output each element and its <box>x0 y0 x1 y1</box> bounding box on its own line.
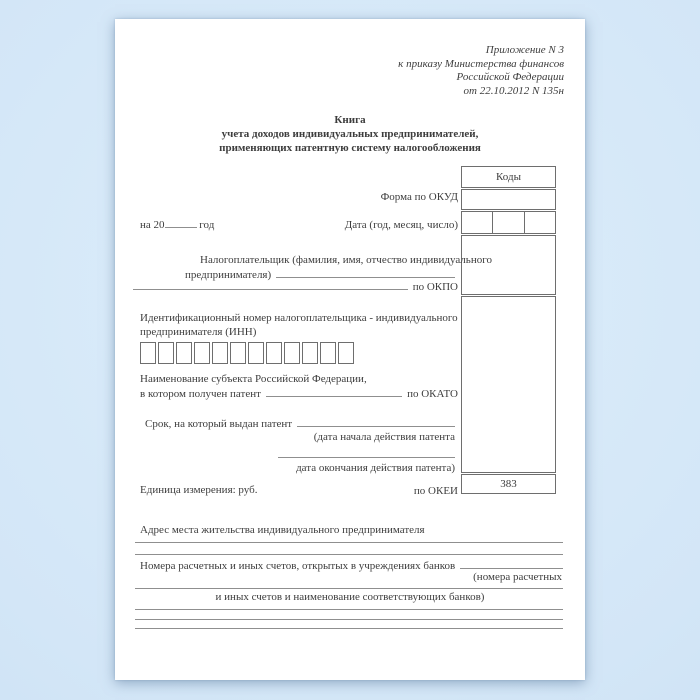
codes-header-cell: Коды <box>461 166 556 188</box>
term-label: Срок, на который выдан патент <box>145 418 293 430</box>
year-blank <box>165 219 197 228</box>
inn-label-line2: предпринимателя (ИНН) <box>140 326 257 338</box>
title-line: Книга <box>334 114 366 126</box>
date-field-label: Дата (год, месяц, число) <box>344 219 458 231</box>
bottom-blank-3 <box>135 619 563 629</box>
term-start-blank <box>297 417 455 427</box>
unit-label: Единица измерения: руб. <box>140 484 258 496</box>
inn-cell <box>320 342 336 364</box>
accounts-blank <box>460 559 563 569</box>
okei-label: по ОКЕИ <box>413 485 458 497</box>
title-line: применяющих патентную систему налогообложения <box>219 142 481 154</box>
codes-box <box>461 166 556 494</box>
accounts-note-line2: и иных счетов и наименование соответствующих банков) <box>215 591 485 603</box>
inn-cell <box>230 342 246 364</box>
taxpayer-label-line2: предпринимателя) <box>185 269 272 281</box>
inn-cell <box>284 342 300 364</box>
term-start-note: (дата начала действия патента <box>313 431 455 443</box>
date-year-cell <box>462 212 492 233</box>
bottom-blank-1 <box>135 600 563 610</box>
address-blank-1 <box>135 533 563 543</box>
subject-label-line2: в котором получен патент <box>140 388 261 400</box>
inn-cell <box>212 342 228 364</box>
appendix-line: Приложение N 3 <box>485 44 564 56</box>
date-month-cell <box>492 212 523 233</box>
inn-cell <box>248 342 264 364</box>
accounts-label: Номера расчетных и иных счетов, открытых в учреждениях банков <box>140 560 456 572</box>
forma-okud-label: Форма по ОКУД <box>380 191 458 203</box>
date-day-cell <box>524 212 555 233</box>
inn-label-line1: Идентификационный номер налогоплательщика - индивидуального <box>140 312 458 324</box>
inn-cell <box>194 342 210 364</box>
year-suffix-label: год <box>199 219 215 231</box>
appendix-note <box>398 44 564 98</box>
address-label: Адрес места жительства индивидуального предпринимателя <box>140 524 425 536</box>
inn-cell <box>266 342 282 364</box>
okei-code-cell: 383 <box>461 474 556 494</box>
okpo-label: по ОКПО <box>412 281 458 293</box>
taxpayer-blank <box>276 268 455 278</box>
inn-cell <box>176 342 192 364</box>
subject-blank <box>266 387 402 397</box>
date-code-row <box>461 211 556 234</box>
document-page <box>115 19 585 680</box>
inn-cell <box>158 342 174 364</box>
taxpayer-label-line1: Налогоплательщик (фамилия, имя, отчество индивидуального <box>200 254 492 266</box>
okato-label: по ОКАТО <box>407 388 458 400</box>
subject-field <box>140 387 458 402</box>
okato-code-cell <box>461 296 556 473</box>
inn-cell <box>302 342 318 364</box>
inn-cell <box>338 342 354 364</box>
year-field <box>140 219 214 233</box>
okpo-blank <box>133 280 408 290</box>
term-end-note: дата окончания действия патента) <box>296 462 455 474</box>
appendix-line: к приказу Министерства финансов <box>398 57 564 70</box>
subject-label-line1: Наименование субъекта Российской Федерации, <box>140 373 367 385</box>
term-end-blank <box>278 448 455 458</box>
address-blank-2 <box>135 545 563 555</box>
accounts-note-line1: (номера расчетных <box>473 571 562 583</box>
year-prefix-label: на 20 <box>140 219 165 231</box>
okpo-field <box>133 280 458 295</box>
inn-grid <box>140 342 354 364</box>
inn-cell <box>140 342 156 364</box>
accounts-blank-2 <box>135 579 563 589</box>
page-title <box>115 113 585 155</box>
title-line: учета доходов индивидуальных предпринимателей, <box>221 128 479 140</box>
term-field <box>145 417 455 432</box>
okud-code-cell <box>461 189 556 210</box>
appendix-line: от 22.10.2012 N 135н <box>463 84 564 97</box>
appendix-line: Российской Федерации <box>456 71 564 83</box>
